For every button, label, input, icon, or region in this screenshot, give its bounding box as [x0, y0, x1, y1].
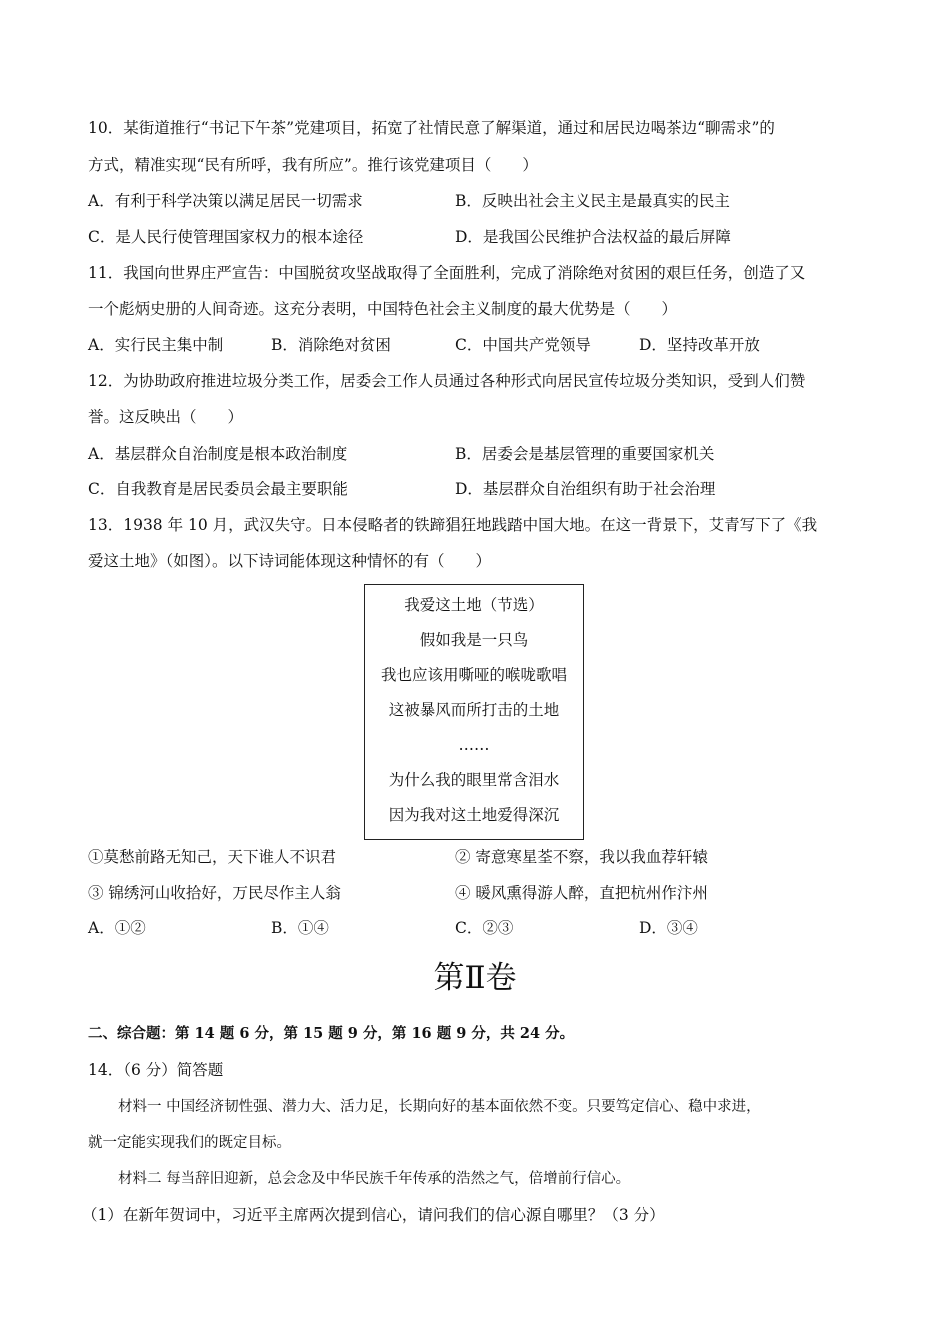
- poem-line: 假如我是一只鸟: [419, 631, 529, 649]
- q13-option-d: D．③④: [639, 919, 698, 937]
- q11-option-d: D．坚持改革开放: [639, 336, 760, 354]
- q10-stem-line2: 方式，精准实现“民有所呼，我有所应”。推行该党建项目（ ）: [88, 156, 538, 174]
- poem-line: 因为我对这土地爱得深沉: [388, 806, 560, 824]
- material1-line1: 材料一 中国经济韧性强、潜力大、活力足，长期向好的基本面依然不变。只要笃定信心、稳中求进，: [118, 1099, 761, 1115]
- poem-box: [364, 584, 584, 840]
- poem-title: 我爱这土地（节选）: [404, 596, 544, 614]
- q13-option-b: B．①④: [271, 919, 329, 937]
- q12-option-d: D．基层群众自治组织有助于社会治理: [455, 480, 716, 498]
- q11-stem-line1: 11．我国向世界庄严宣告：中国脱贫攻坚战取得了全面胜利，完成了消除绝对贫困的艰巨任务，创造了又: [88, 264, 806, 282]
- q11-option-c: C．中国共产党领导: [455, 336, 591, 354]
- q14-sub1: （1）在新年贺词中，习近平主席两次提到信心，请问我们的信心源自哪里？（3 分）: [82, 1206, 665, 1224]
- q13-item-1: ①莫愁前路无知己，天下谁人不识君: [88, 848, 337, 866]
- q13-stem-line2: 爱这土地》（如图）。以下诗词能体现这种情怀的有（ ）: [88, 552, 492, 570]
- q13-item-3: ③ 锦绣河山收拾好，万民尽作主人翁: [88, 884, 341, 902]
- material1-line2: 就一定能实现我们的既定目标。: [88, 1135, 291, 1151]
- q13-stem-line1: 13．1938 年 10 月，武汉失守。日本侵略者的铁蹄猖狂地践踏中国大地。在这一背景下，艾青写下了《我: [88, 516, 818, 534]
- poem-line: 这被暴风而所打击的土地: [388, 701, 560, 719]
- section-heading: 二、综合题：第 14 题 6 分，第 15 题 9 分，第 16 题 9 分，共 24 分。: [88, 1025, 575, 1042]
- poem-line: 为什么我的眼里常含泪水: [388, 771, 560, 789]
- q10-option-d: D．是我国公民维护合法权益的最后屏障: [455, 228, 731, 246]
- material2: 材料二 每当辞旧迎新，总会念及中华民族千年传承的浩然之气，倍增前行信心。: [118, 1171, 631, 1187]
- q12-stem-line2: 誉。这反映出（ ）: [88, 408, 244, 426]
- q13-option-c: C．②③: [455, 919, 514, 937]
- q10-option-b: B．反映出社会主义民主是最真实的民主: [455, 192, 730, 210]
- q11-option-a: A．实行民主集中制: [88, 336, 224, 354]
- poem-line: ……: [458, 736, 490, 754]
- q12-option-c: C．自我教育是居民委员会最主要职能: [88, 480, 348, 498]
- q13-option-a: A．①②: [88, 919, 146, 937]
- q13-item-4: ④ 暖风熏得游人醉，直把杭州作汴州: [455, 884, 708, 902]
- q13-item-2: ② 寄意寒星荃不察，我以我血荐轩辕: [455, 848, 708, 866]
- q11-option-b: B．消除绝对贫困: [271, 336, 391, 354]
- q11-stem-line2: 一个彪炳史册的人间奇迹。这充分表明，中国特色社会主义制度的最大优势是（ ）: [88, 300, 678, 318]
- poem-line: 我也应该用嘶哑的喉咙歌唱: [380, 666, 567, 684]
- q10-stem-line1: 10．某街道推行“书记下午茶”党建项目，拓宽了社情民意了解渠道，通过和居民边喝茶边“聊需求”的: [88, 119, 775, 137]
- q14-heading: 14．（6 分）简答题: [88, 1061, 224, 1079]
- part-title: 第Ⅱ卷: [433, 960, 517, 996]
- q10-option-a: A．有利于科学决策以满足居民一切需求: [88, 192, 363, 210]
- q10-option-c: C．是人民行使管理国家权力的根本途径: [88, 228, 364, 246]
- q12-option-a: A．基层群众自治制度是根本政治制度: [88, 445, 348, 463]
- q12-option-b: B．居委会是基层管理的重要国家机关: [455, 445, 715, 463]
- q12-stem-line1: 12．为协助政府推进垃圾分类工作，居委会工作人员通过各种形式向居民宣传垃圾分类知识，受到人们赞: [88, 372, 806, 390]
